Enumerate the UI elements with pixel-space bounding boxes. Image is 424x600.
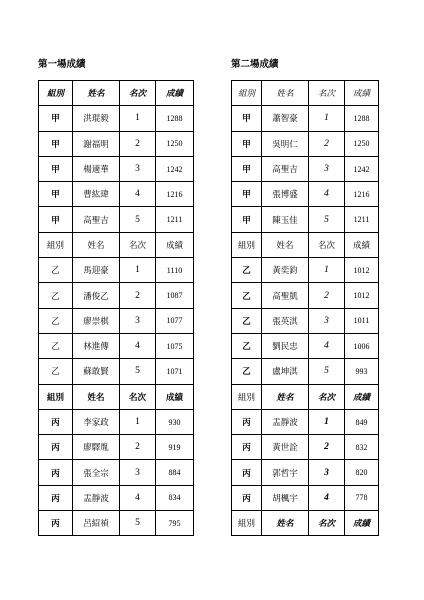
rank-cell: 1: [309, 258, 345, 283]
name-cell: 高聖吉: [73, 207, 120, 232]
group-cell: 乙: [232, 359, 262, 384]
name-cell: 李家政: [73, 409, 120, 434]
score-cell: 1216: [156, 182, 194, 207]
rank-cell: 4: [120, 182, 156, 207]
group-a-header-row: [39, 81, 194, 106]
group-cell: 丙: [232, 409, 262, 434]
group-b-header-row: [39, 232, 194, 257]
name-cell: 楊適華: [73, 156, 120, 181]
header-name: 姓名: [262, 81, 309, 106]
rank-cell: 5: [120, 359, 156, 384]
header-rank: 名次: [120, 232, 156, 257]
rank-cell: 5: [309, 207, 345, 232]
group-cell: 甲: [232, 207, 262, 232]
header-rank: 名次: [120, 384, 156, 409]
name-cell: 呂紹禎: [73, 511, 120, 536]
header-group: 組別: [39, 81, 73, 106]
header-rank: 名次: [309, 81, 345, 106]
rank-cell: 1: [309, 106, 345, 131]
name-cell: 陳玉佳: [262, 207, 309, 232]
score-cell: 849: [345, 409, 379, 434]
rank-cell: 4: [120, 485, 156, 510]
rank-cell: 2: [120, 131, 156, 156]
score-cell: 993: [345, 359, 379, 384]
footer-header-row: [232, 511, 379, 536]
header-score: 成績: [156, 81, 194, 106]
group-cell: 甲: [232, 131, 262, 156]
name-cell: 張全宗: [73, 460, 120, 485]
rank-cell: 2: [309, 435, 345, 460]
name-cell: 盧坤淇: [262, 359, 309, 384]
table-row: [39, 435, 194, 460]
name-cell: 曹紘瑋: [73, 182, 120, 207]
group-cell: 丙: [39, 485, 73, 510]
name-cell: 廖驛胤: [73, 435, 120, 460]
name-cell: 潘俊乙: [73, 283, 120, 308]
footer-group: 組別: [232, 511, 262, 536]
table-row: [232, 409, 379, 434]
rank-cell: 1: [120, 409, 156, 434]
table-row: [39, 485, 194, 510]
group-cell: 乙: [232, 308, 262, 333]
score-cell: 1012: [345, 258, 379, 283]
name-cell: 馬迎豪: [73, 258, 120, 283]
name-cell: 黃奕鈞: [262, 258, 309, 283]
table-row: [232, 460, 379, 485]
second-round-title: 第二場成績: [231, 59, 279, 70]
header-rank: 名次: [309, 384, 345, 409]
table-row: [232, 207, 379, 232]
rank-cell: 1: [120, 106, 156, 131]
table-row: [232, 435, 379, 460]
header-rank: 名次: [309, 232, 345, 257]
score-cell: 1242: [345, 156, 379, 181]
table-row: [39, 409, 194, 434]
group-cell: 甲: [232, 106, 262, 131]
score-cell: 1250: [345, 131, 379, 156]
table-row: [39, 333, 194, 358]
group-cell: 丙: [39, 460, 73, 485]
first-round-results: [38, 58, 194, 536]
group-cell: 丙: [39, 435, 73, 460]
score-cell: 1211: [345, 207, 379, 232]
score-cell: 832: [345, 435, 379, 460]
header-rank: 名次: [120, 81, 156, 106]
table-row: [232, 485, 379, 510]
score-cell: 795: [156, 511, 194, 536]
score-cell: 1006: [345, 333, 379, 358]
rank-cell: 3: [309, 156, 345, 181]
group-cell: 丙: [232, 485, 262, 510]
name-cell: 張英淇: [262, 308, 309, 333]
score-cell: 1110: [156, 258, 194, 283]
rank-cell: 2: [309, 131, 345, 156]
group-cell: 丙: [232, 435, 262, 460]
header-score: 成績: [156, 232, 194, 257]
group-cell: 甲: [232, 182, 262, 207]
name-cell: 洪琨毅: [73, 106, 120, 131]
name-cell: 黃世詮: [262, 435, 309, 460]
score-cell: 930: [156, 409, 194, 434]
name-cell: 張博盛: [262, 182, 309, 207]
table-row: [232, 308, 379, 333]
header-name: 姓名: [262, 232, 309, 257]
table-row: [39, 207, 194, 232]
footer-rank: 名次: [309, 511, 345, 536]
name-cell: 林進傳: [73, 333, 120, 358]
table-row: [39, 131, 194, 156]
header-score: 成績: [345, 81, 379, 106]
score-cell: 1071: [156, 359, 194, 384]
table-row: [39, 182, 194, 207]
table-row: [39, 511, 194, 536]
header-group: 組別: [232, 81, 262, 106]
table-row: [39, 258, 194, 283]
rank-cell: 4: [309, 182, 345, 207]
first-round-table: [38, 80, 194, 536]
header-group: 組別: [39, 384, 73, 409]
name-cell: 胡楓宇: [262, 485, 309, 510]
score-cell: 1011: [345, 308, 379, 333]
header-name: 姓名: [73, 81, 120, 106]
score-cell: 778: [345, 485, 379, 510]
header-group: 組別: [232, 384, 262, 409]
rank-cell: 5: [309, 359, 345, 384]
group-cell: 乙: [39, 283, 73, 308]
rank-cell: 3: [120, 308, 156, 333]
name-cell: 謝福明: [73, 131, 120, 156]
score-cell: 919: [156, 435, 194, 460]
second-round-table: [231, 80, 379, 536]
table-row: [39, 283, 194, 308]
score-cell: 834: [156, 485, 194, 510]
score-cell: 884: [156, 460, 194, 485]
name-cell: 廖崇棋: [73, 308, 120, 333]
table-row: [232, 131, 379, 156]
group-c-header-row: [232, 384, 379, 409]
group-c-header-row: [39, 384, 194, 409]
name-cell: 吳明仁: [262, 131, 309, 156]
rank-cell: 3: [120, 156, 156, 181]
rank-cell: 3: [120, 460, 156, 485]
group-cell: 甲: [39, 156, 73, 181]
group-cell: 丙: [232, 460, 262, 485]
table-row: [39, 156, 194, 181]
group-a-header-row: [232, 81, 379, 106]
table-row: [39, 308, 194, 333]
table-row: [232, 106, 379, 131]
score-cell: 820: [345, 460, 379, 485]
group-cell: 丙: [39, 409, 73, 434]
score-cell: 1216: [345, 182, 379, 207]
name-cell: 高聖凱: [262, 283, 309, 308]
group-cell: 甲: [232, 156, 262, 181]
group-cell: 甲: [39, 207, 73, 232]
rank-cell: 2: [309, 283, 345, 308]
header-group: 組別: [39, 232, 73, 257]
second-round-results: [231, 58, 379, 536]
table-row: [232, 156, 379, 181]
table-row: [232, 182, 379, 207]
group-cell: 乙: [232, 258, 262, 283]
score-cell: 1012: [345, 283, 379, 308]
name-cell: 高聖吉: [262, 156, 309, 181]
score-cell: 1250: [156, 131, 194, 156]
rank-cell: 5: [120, 511, 156, 536]
header-score: 成績: [156, 384, 194, 409]
rank-cell: 4: [309, 333, 345, 358]
header-name: 姓名: [262, 384, 309, 409]
group-cell: 乙: [39, 333, 73, 358]
rank-cell: 1: [120, 258, 156, 283]
table-row: [232, 258, 379, 283]
group-cell: 甲: [39, 131, 73, 156]
table-row: [232, 333, 379, 358]
header-name: 姓名: [73, 384, 120, 409]
score-cell: 1242: [156, 156, 194, 181]
group-cell: 乙: [39, 258, 73, 283]
rank-cell: 2: [120, 283, 156, 308]
name-cell: 郭哲宇: [262, 460, 309, 485]
footer-name: 姓名: [262, 511, 309, 536]
table-row: [39, 106, 194, 131]
score-cell: 1087: [156, 283, 194, 308]
rank-cell: 1: [309, 409, 345, 434]
group-cell: 乙: [232, 333, 262, 358]
name-cell: 劉民忠: [262, 333, 309, 358]
table-row: [39, 359, 194, 384]
score-cell: 1288: [345, 106, 379, 131]
score-cell: 1077: [156, 308, 194, 333]
rank-cell: 4: [120, 333, 156, 358]
name-cell: 蘇敢賢: [73, 359, 120, 384]
group-cell: 丙: [39, 511, 73, 536]
table-row: [232, 283, 379, 308]
header-score: 成績: [345, 232, 379, 257]
first-round-title: 第一場成績: [38, 59, 86, 70]
name-cell: 蕭智豪: [262, 106, 309, 131]
group-cell: 乙: [232, 283, 262, 308]
score-cell: 1288: [156, 106, 194, 131]
rank-cell: 3: [309, 308, 345, 333]
group-cell: 甲: [39, 106, 73, 131]
group-cell: 乙: [39, 359, 73, 384]
table-row: [232, 359, 379, 384]
score-cell: 1211: [156, 207, 194, 232]
header-group: 組別: [232, 232, 262, 257]
group-b-header-row: [232, 232, 379, 257]
rank-cell: 3: [309, 460, 345, 485]
group-cell: 甲: [39, 182, 73, 207]
footer-score: 成績: [345, 511, 379, 536]
rank-cell: 4: [309, 485, 345, 510]
name-cell: 盂靜波: [73, 485, 120, 510]
rank-cell: 5: [120, 207, 156, 232]
group-cell: 乙: [39, 308, 73, 333]
rank-cell: 2: [120, 435, 156, 460]
header-name: 姓名: [73, 232, 120, 257]
header-score: 成績: [345, 384, 379, 409]
score-cell: 1075: [156, 333, 194, 358]
name-cell: 盂靜波: [262, 409, 309, 434]
table-row: [39, 460, 194, 485]
